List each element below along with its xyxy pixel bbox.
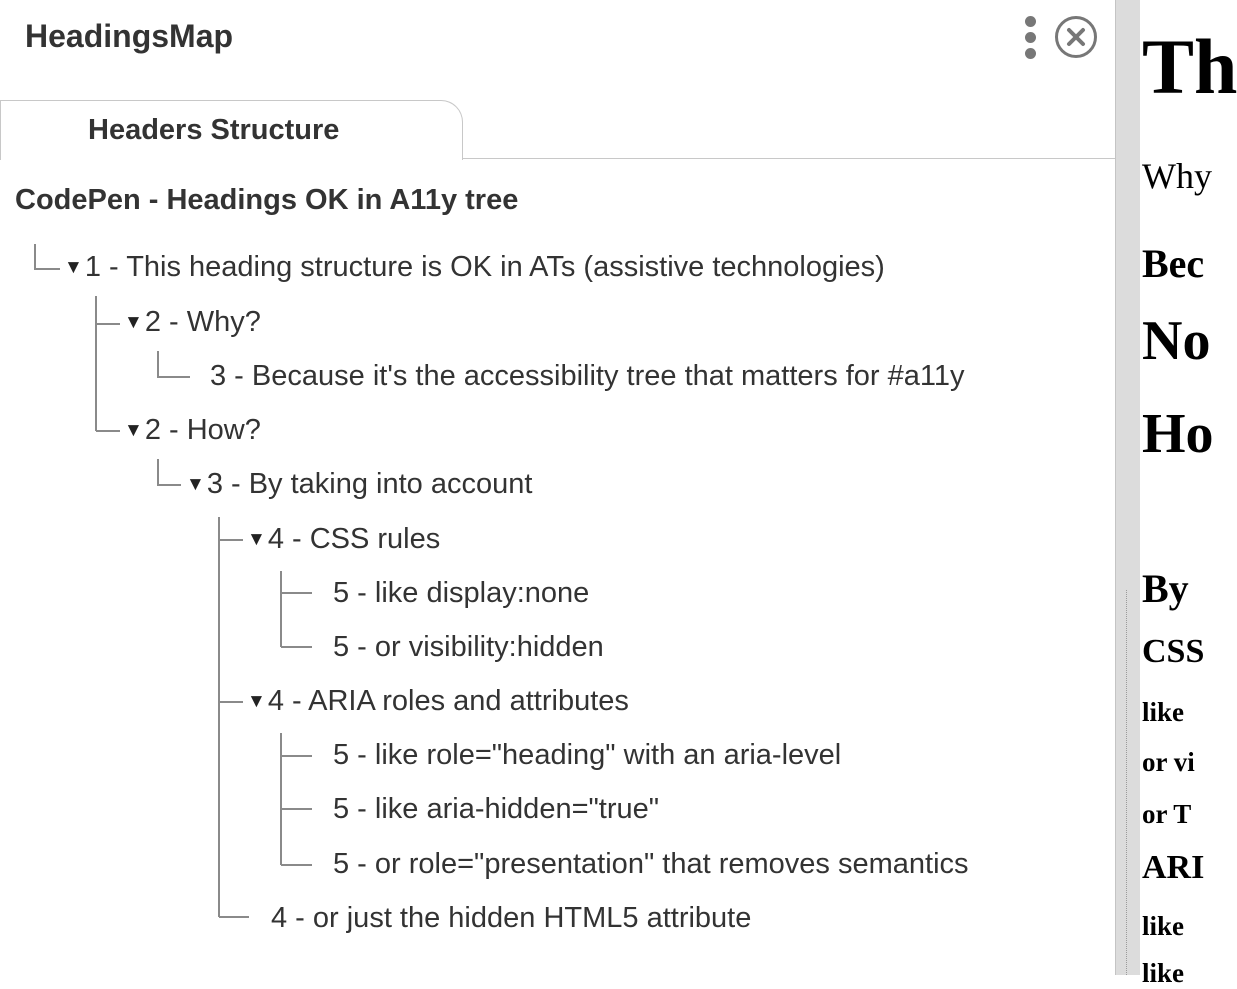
page-text: Why bbox=[1142, 156, 1212, 196]
page-heading-5: like bbox=[1142, 911, 1185, 941]
tree-item[interactable]: 5 - or role="presentation" that removes semantics bbox=[333, 848, 969, 880]
app-title: HeadingsMap bbox=[25, 18, 234, 54]
panel-resize-handle[interactable] bbox=[1115, 0, 1140, 975]
page-heading-5: like bbox=[1142, 697, 1185, 727]
triangle-down-icon[interactable]: ▼ bbox=[247, 691, 266, 713]
tree-item[interactable]: 5 - like role="heading" with an aria-level bbox=[333, 739, 842, 771]
page-heading-4: CSS bbox=[1142, 633, 1205, 670]
tree-item[interactable]: ▼4 - ARIA roles and attributes bbox=[247, 685, 629, 717]
triangle-down-icon[interactable]: ▼ bbox=[124, 420, 143, 442]
document-title: CodePen - Headings OK in A11y tree bbox=[15, 184, 519, 216]
page-heading-5: or vi bbox=[1142, 747, 1195, 777]
tree-item[interactable]: ▼3 - By taking into account bbox=[186, 468, 533, 500]
page-preview bbox=[1140, 0, 1237, 988]
tree-item[interactable]: 4 - or just the hidden HTML5 attribute bbox=[271, 902, 752, 934]
triangle-down-icon[interactable]: ▼ bbox=[186, 474, 205, 496]
page-heading-5: or T bbox=[1142, 799, 1192, 829]
page-heading-2: No bbox=[1142, 310, 1211, 372]
page-heading-3: By bbox=[1142, 566, 1189, 611]
more-vertical-icon[interactable] bbox=[1018, 16, 1042, 62]
tree-item[interactable]: ▼2 - How? bbox=[124, 414, 261, 446]
page-heading-3: Bec bbox=[1142, 241, 1205, 286]
tree-item[interactable]: 5 - or visibility:hidden bbox=[333, 631, 604, 663]
page-heading-1: Th bbox=[1142, 23, 1237, 110]
page-heading-4: ARI bbox=[1142, 849, 1205, 886]
divider-line bbox=[1126, 590, 1127, 975]
tab-label: Headers Structure bbox=[88, 114, 340, 146]
triangle-down-icon[interactable]: ▼ bbox=[247, 529, 266, 551]
tree-item[interactable]: ▼1 - This heading structure is OK in ATs (assistive technologies) bbox=[64, 251, 885, 283]
tree-item[interactable]: 5 - like display:none bbox=[333, 577, 590, 609]
tree-item[interactable]: 5 - like aria-hidden="true" bbox=[333, 793, 660, 825]
close-icon[interactable] bbox=[1055, 16, 1097, 58]
tree-item[interactable]: ▼4 - CSS rules bbox=[247, 523, 441, 555]
tree-item[interactable]: ▼2 - Why? bbox=[124, 306, 261, 338]
tab-divider bbox=[463, 158, 1115, 159]
triangle-down-icon[interactable]: ▼ bbox=[64, 257, 83, 279]
triangle-down-icon[interactable]: ▼ bbox=[124, 312, 143, 334]
page-heading-2: Ho bbox=[1142, 403, 1214, 465]
page-heading-5: like bbox=[1142, 958, 1185, 988]
tree-item[interactable]: 3 - Because it's the accessibility tree that matters for #a11y bbox=[210, 360, 965, 392]
